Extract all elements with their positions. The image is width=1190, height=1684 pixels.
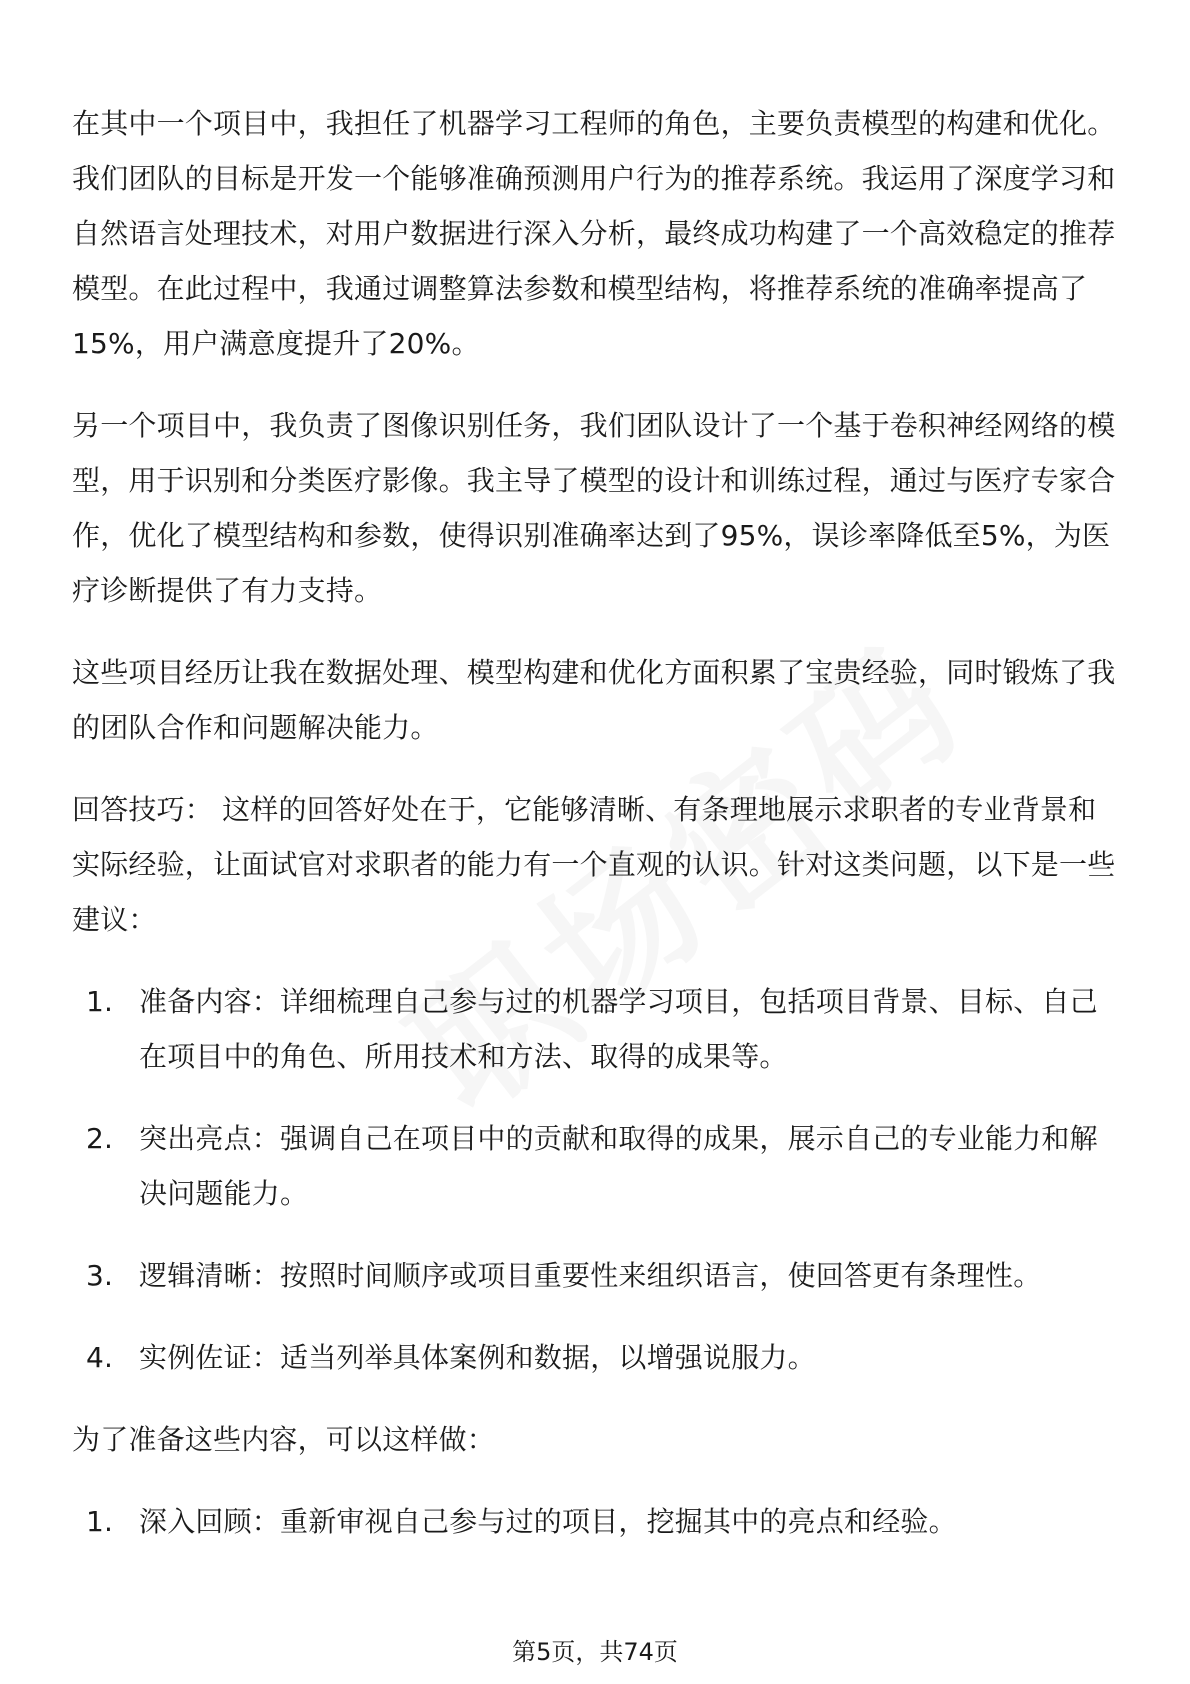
- paragraph-summary: 这些项目经历让我在数据处理、模型构建和优化方面积累了宝贵经验，同时锻炼了我的团队合作和问题解决能力。: [72, 656, 1116, 744]
- page-footer: 第5页，共74页: [512, 1638, 678, 1666]
- list-item-text: 深入回顾：重新审视自己参与过的项目，挖掘其中的亮点和经验。: [139, 1505, 957, 1538]
- list-item-text: 逻辑清晰：按照时间顺序或项目重要性来组织语言，使回答更有条理性。: [139, 1259, 1042, 1292]
- paragraph-project-1: 在其中一个项目中，我担任了机器学习工程师的角色，主要负责模型的构建和优化。我们团队的目标是开发一个能够准确预测用户行为的推荐系统。我运用了深度学习和自然语言处理技术，对用户数据进行深入分析，最终成功构建了一个高效稳定的推荐模型。在此过程中，我通过调整算法参数和模型结构，将推荐系统的准确率提高了15%，用户满意度提升了20%。: [72, 107, 1116, 360]
- list-item-number: 4.: [86, 1341, 114, 1374]
- list-item-text: 突出亮点：强调自己在项目中的贡献和取得的成果，展示自己的专业能力和解决问题能力。: [139, 1122, 1098, 1210]
- list-item-number: 1.: [86, 1505, 114, 1538]
- paragraph-prep-intro: 为了准备这些内容，可以这样做：: [72, 1423, 496, 1456]
- list-item-text: 准备内容：详细梳理自己参与过的机器学习项目，包括项目背景、目标、自己在项目中的角色、所用技术和方法、取得的成果等。: [139, 985, 1098, 1073]
- tips-list: [72, 974, 1118, 1385]
- paragraph-project-2: 另一个项目中，我负责了图像识别任务，我们团队设计了一个基于卷积神经网络的模型，用于识别和分类医疗影像。我主导了模型的设计和训练过程，通过与医疗专家合作，优化了模型结构和参数，使得识别准确率达到了95%，误诊率降低至5%，为医疗诊断提供了有力支持。: [72, 409, 1116, 607]
- list-item: [86, 1330, 1118, 1385]
- list-item: [86, 1248, 1118, 1303]
- list-item: [86, 974, 1118, 1084]
- prep-list: [72, 1494, 1118, 1549]
- list-item-number: 3.: [86, 1259, 114, 1292]
- list-item-number: 1.: [86, 985, 114, 1018]
- list-item: [86, 1111, 1118, 1221]
- page-content: [72, 96, 1118, 1576]
- list-item-number: 2.: [86, 1122, 114, 1155]
- paragraph-answer-tips: 回答技巧： 这样的回答好处在于，它能够清晰、有条理地展示求职者的专业背景和实际经验，让面试官对求职者的能力有一个直观的认识。针对这类问题，以下是一些建议：: [72, 793, 1116, 936]
- list-item-text: 实例佐证：适当列举具体案例和数据，以增强说服力。: [139, 1341, 816, 1374]
- list-item: [86, 1494, 1118, 1549]
